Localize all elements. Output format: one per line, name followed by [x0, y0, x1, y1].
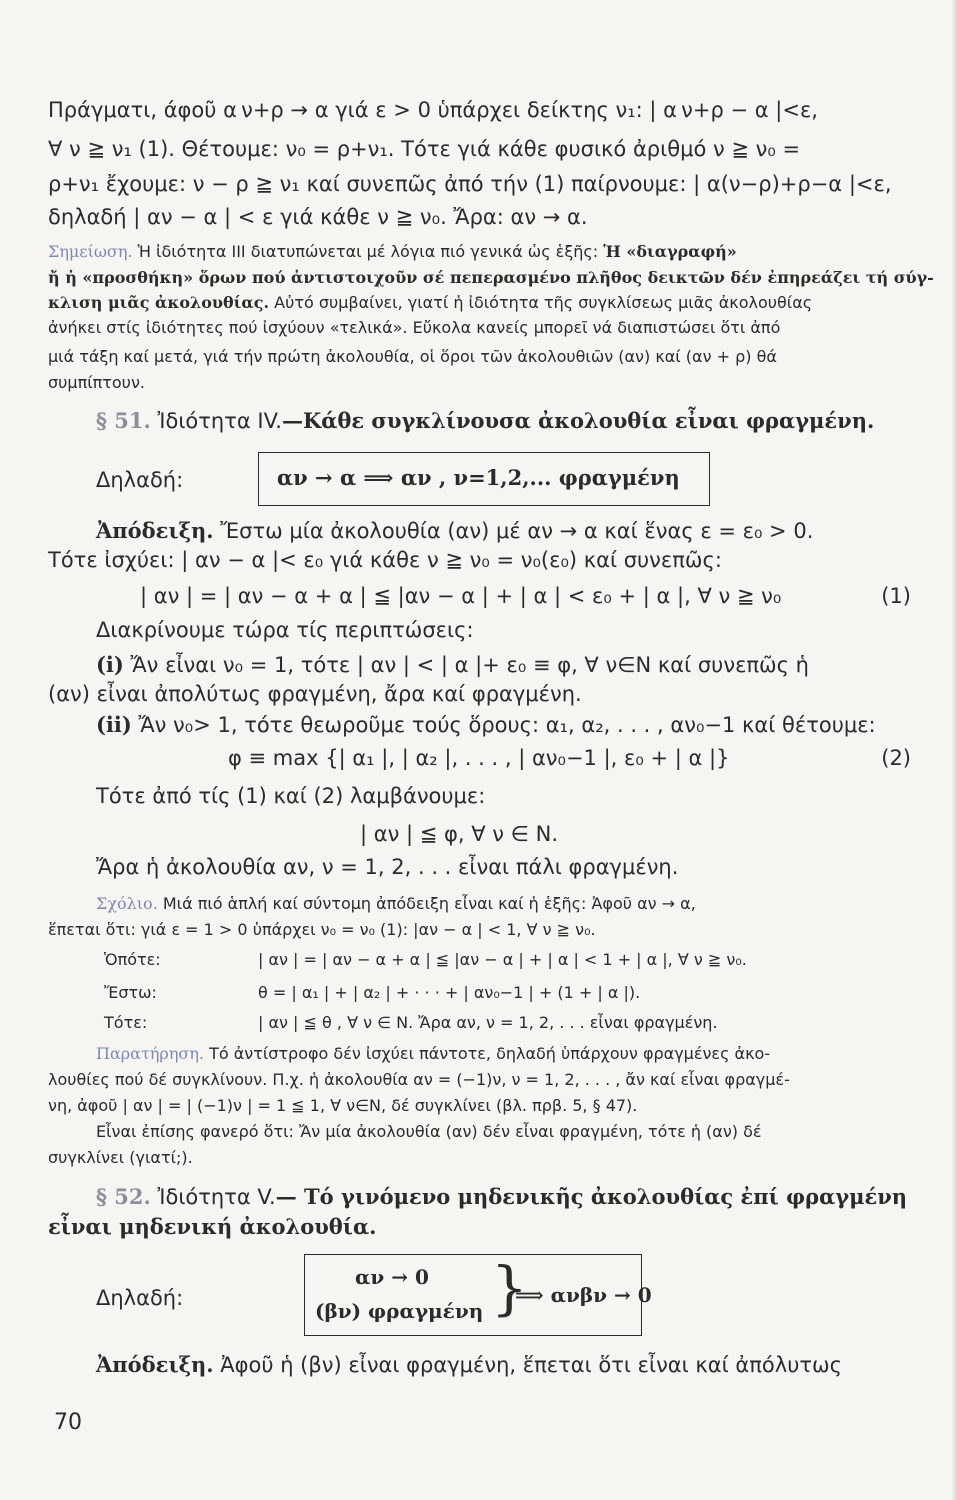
proof-label: Ἀπόδειξη.: [96, 1352, 214, 1377]
note-line: [48, 293, 911, 312]
scholio-row-value: | αν | = | αν − α + α | ≦ |αν − α | + | α | < 1 + | α |, ∀ ν ≧ ν₀.: [258, 950, 747, 969]
scholio-label: Σχόλιο.: [96, 894, 158, 913]
text-line: ρ+ν₁ ἔχουμε: ν − ρ ≧ ν₁ καί συνεπῶς ἀπό τήν (1) παίρνουμε: | α(ν−ρ)+ρ−α |<ε,: [48, 172, 892, 196]
section-statement: —Κάθε συγκλίνουσα ἀκολουθία εἶναι φραγμένη.: [281, 408, 875, 433]
section-heading: [96, 408, 911, 433]
scholio-text: Μιά πιό ἁπλή καί σύντομη ἀπόδειξη εἶναι καί ἡ ἑξῆς: Ἀφοῦ αν → α,: [157, 894, 696, 913]
note-line: ἀνήκει στίς ἰδιότητες πού ἰσχύουν «τελικά». Εὔκολα κανείς μπορεῖ νά διαπιστώσει ὅτι ἀπό: [48, 318, 781, 337]
equation: φ ≡ max {| α₁ |, | α₂ |, . . . , | αν₀−1 |, ε₀ + | α |}: [228, 746, 730, 770]
scholio-row-label: Ὁπότε:: [104, 950, 161, 969]
text-line: δηλαδή | αν − α | < ε γιά κάθε ν ≧ ν₀. Ἄρα: αν → α.: [48, 205, 588, 229]
boxed-statement: [304, 1254, 652, 1336]
remark-line: Εἶναι ἐπίσης φανερό ὅτι: Ἄν μία ἀκολουθία (αν) δέν εἶναι φραγμένη, τότε ἡ (αν) δέ: [96, 1122, 762, 1141]
case-line: [96, 652, 911, 677]
remark-text: Τό ἀντίστροφο δέν ἰσχύει πάντοτε, δηλαδή ὑπάρχουν φραγμένες ἀκο-: [204, 1044, 771, 1063]
equation: | αν | = | αν − α + α | ≦ |αν − α | + | α | < ε₀ + | α |, ∀ ν ≧ ν₀: [140, 584, 782, 608]
dilady-label: Δηλαδή:: [96, 1286, 184, 1310]
page-number: 70: [54, 1410, 82, 1435]
boxed-formula-row: αν → 0: [355, 1265, 429, 1289]
boxed-formula: αν → α ⟹ αν , ν=1,2,... φραγμένη: [277, 465, 680, 490]
proof-line: Διακρίνουμε τώρα τίς περιπτώσεις:: [96, 618, 474, 642]
proof-line: Ἄρα ἡ ἀκολουθία αν, ν = 1, 2, . . . εἶναι πάλι φραγμένη.: [96, 855, 679, 879]
case-line: (αν) εἶναι ἀπολύτως φραγμένη, ἄρα καί φραγμένη.: [48, 682, 582, 706]
remark-line: λουθίες πού δέ συγκλίνουν. Π.χ. ἡ ἀκολουθία αν = (−1)ν, ν = 1, 2, . . . , ἄν καί εἶναι φραγμέ-: [48, 1070, 790, 1089]
boxed-formula-row: (βν) φραγμένη: [315, 1299, 484, 1323]
note-label: Σημείωση.: [48, 242, 133, 261]
equation-number: (2): [881, 746, 911, 770]
note-line: ἤ ἡ «προσθήκη» ὅρων πού ἀντιστοιχοῦν σέ πεπερασμένο πλῆθος δεικτῶν δέν ἐπηρεάζει τή σύγ-: [48, 268, 934, 287]
note-line: μιά τάξη καί μετά, γιά τήν πρώτη ἀκολουθία, οἱ ὅροι τῶν ἀκολουθιῶν (αν) καί (αν + ρ) θά: [48, 347, 777, 366]
note-line: συμπίπτουν.: [48, 373, 145, 392]
dilady-label: Δηλαδή:: [96, 468, 184, 492]
note-text: Αὐτό συμβαίνει, γιατί ἡ ἰδιότητα τῆς συγκλίσεως μιᾶς ἀκολουθίας: [269, 293, 813, 312]
page-edge-shadow: [951, 0, 957, 1500]
note-line: [48, 242, 911, 261]
equation: | αν | ≦ φ, ∀ ν ∈ N.: [360, 822, 559, 846]
equation-number: (1): [881, 584, 911, 608]
remark-line: νη, ἀφοῦ | αν | = | (−1)ν | = 1 ≦ 1, ∀ ν∈N, δέ συγκλίνει (βλ. πρβ. 5, § 47).: [48, 1096, 638, 1115]
section-statement-cont: εἶναι μηδενική ἀκολουθία.: [48, 1214, 377, 1239]
proof-line: [96, 1352, 911, 1377]
note-text: Ἡ ἰδιότητα III διατυπώνεται μέ λόγια πιό γενικά ὡς ἑξῆς:: [132, 242, 604, 261]
proof-text: Ἔστω μία ἀκολουθία (αν) μέ αν → α καί ἕνας ε = ε₀ > 0.: [213, 519, 814, 543]
proof-label: Ἀπόδειξη.: [96, 518, 214, 543]
scholio-row-value: | αν | ≦ θ , ∀ ν ∈ N. Ἄρα αν, ν = 1, 2, . . . εἶναι φραγμένη.: [258, 1013, 718, 1032]
scholio-row-value: θ = | α₁ | + | α₂ | + · · · + | αν₀−1 | + (1 + | α |).: [258, 983, 641, 1002]
section-number: § 52.: [96, 1184, 151, 1209]
remark-line: [96, 1044, 911, 1063]
text-line: Πράγματι, άφοῦ α ν+ρ → α γιά ε > 0 ὑπάρχει δείκτης ν₁: | α ν+ρ − α |<ε,: [48, 98, 818, 122]
scholio-line: [96, 894, 911, 913]
section-heading: [96, 1184, 911, 1209]
section-number: § 51.: [96, 408, 151, 433]
section-title: Ἰδιότητα IV.: [150, 409, 282, 433]
scholio-row-label: Ἔστω:: [104, 983, 157, 1002]
section-title: Ἰδιότητα V.: [150, 1185, 276, 1209]
boxed-statement: [258, 452, 710, 506]
case-label: (i): [96, 652, 124, 677]
proof-line: Τότε ἰσχύει: | αν − α |< ε₀ γιά κάθε ν ≧ ν₀ = ν₀(ε₀) καί συνεπῶς:: [48, 548, 722, 572]
proof-text: Ἀφοῦ ἡ (βν) εἶναι φραγμένη, ἕπεται ὅτι εἶναι καί ἀπόλυτως: [213, 1353, 842, 1377]
case-label: (ii): [96, 712, 132, 737]
scholio-row-label: Τότε:: [104, 1013, 148, 1032]
case-text: Ἄν εἶναι ν₀ = 1, τότε | αν | < | α |+ ε₀ ≡ φ, ∀ ν∈N καί συνεπῶς ἡ: [123, 653, 809, 677]
section-statement: — Τό γινόμενο μηδενικῆς ἀκολουθίας ἐπί φραγμένη: [275, 1184, 908, 1209]
text-line: ∀ ν ≧ ν₁ (1). Θέτουμε: ν₀ = ρ+ν₁. Τότε γιά κάθε φυσικό ἀριθμό ν ≧ ν₀ =: [48, 137, 801, 161]
remark-line: συγκλίνει (γιατί;).: [48, 1148, 193, 1167]
remark-label: Παρατήρηση.: [96, 1044, 204, 1063]
case-line: [96, 712, 911, 737]
boxed-formula-result: ⟹ ανβν → 0: [515, 1283, 652, 1307]
note-bold-text: κλιση μιᾶς ἀκολουθίας.: [48, 293, 270, 312]
proof-line: Τότε ἀπό τίς (1) καί (2) λαμβάνουμε:: [96, 784, 486, 808]
scholio-line: ἕπεται ὅτι: γιά ε = 1 > 0 ὑπάρχει ν₀ = ν₀ (1): |αν − α | < 1, ∀ ν ≧ ν₀.: [48, 920, 596, 939]
brace-symbol: }: [491, 1254, 528, 1322]
case-text: Ἄν ν₀> 1, τότε θεωροῦμε τούς ὅρους: α₁, α₂, . . . , αν₀−1 καί θέτουμε:: [131, 713, 876, 737]
proof-line: [96, 518, 911, 543]
note-bold-text: Ἡ «διαγραφή»: [603, 242, 737, 261]
